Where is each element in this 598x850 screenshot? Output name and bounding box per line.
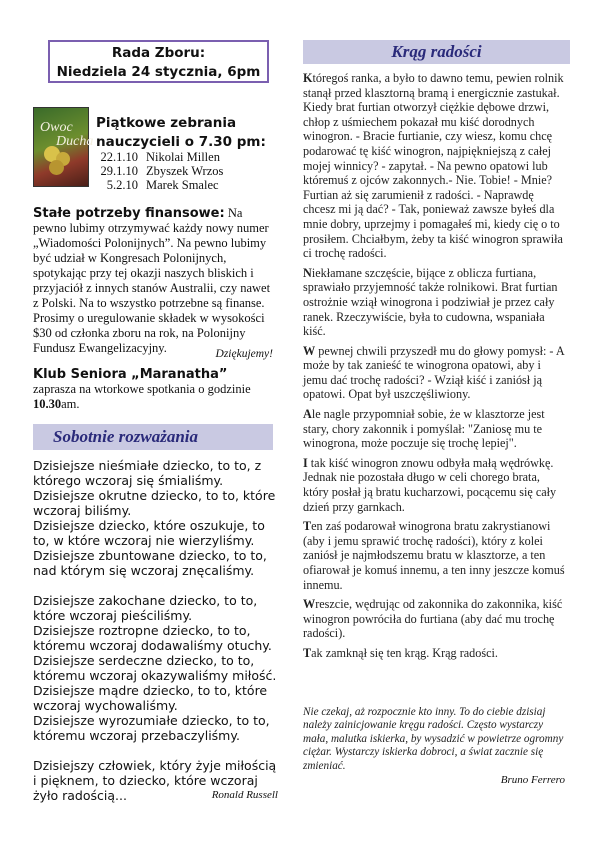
schedule-name: Nikolai Millen xyxy=(146,150,220,164)
story-text: ak zamknął się ten krąg. Krąg radości. xyxy=(311,645,498,660)
story-lead-letter: I xyxy=(303,455,308,470)
schedule-row xyxy=(96,150,223,164)
poem-line: Dzisiejsze zbuntowane dziecko, to to, nad którym się wczoraj znęcaliśmy. xyxy=(33,548,267,578)
poem-line: Dzisiejsze dziecko, które oszukuje, to to, w które wczoraj nie wierzyliśmy. xyxy=(33,518,265,548)
poem-closing-text: Dzisiejszy człowiek, który żyje miłością i pięknem, to dziecko, które wczoraj żyło radością... xyxy=(33,758,277,803)
rada-line2: Niedziela 24 stycznia, 6pm xyxy=(56,64,261,80)
piatkowe-title xyxy=(96,114,276,152)
grape-shape xyxy=(49,160,64,175)
poem-line: Dzisiejsze roztropne dziecko, to to, któremu wczoraj dodawaliśmy otuchy. xyxy=(33,623,272,653)
story-text: iekłamane szczęście, bijące z oblicza furtiana, sprawiało przyjemność także rolnikowi. Brat furtian ostrożnie wziął winogrona i podziwiał je przez cały ranek. Rzeczywiście, była to cudowna, wspaniała kiść. xyxy=(303,265,558,339)
poem-author: Ronald Russell xyxy=(211,789,278,801)
club-heading: Klub Seniora „Maranatha” xyxy=(33,367,228,382)
story-text: le nagle przypomniał sobie, że w klasztorze jest stary, chory zakonnik i pomyślał: "Zaniosę mu te winogrona, może poczuje się trochę lepiej". xyxy=(303,407,545,451)
story-paragraph xyxy=(303,407,568,451)
schedule-date: 5.2.10 xyxy=(106,178,138,192)
story-text: tak kiść winogron znowu odbyła małą wędrówkę. Jednak nie pozostała długo w celi chorego brata, który posłał ją bratu kucharzowi, pocącemu się cały dzień przy garnkach. xyxy=(303,455,557,514)
story-paragraph xyxy=(303,597,568,641)
poem-line: Dzisiejsze okrutne dziecko, to to, które wczoraj biliśmy. xyxy=(33,488,276,518)
schedule-row xyxy=(96,178,223,192)
senior-club-notice xyxy=(33,367,273,412)
book-title-b: Ducha xyxy=(56,134,94,149)
poem-line: Dzisiejsze nieśmiałe dziecko, to to, z którego wczoraj się śmialiśmy. xyxy=(33,458,262,488)
book-title-a: Owoc xyxy=(40,120,73,135)
club-time: 10.30 xyxy=(33,397,62,411)
story-lead-letter: A xyxy=(303,407,312,422)
finances-notice xyxy=(33,206,273,356)
story-lead-letter: K xyxy=(303,71,313,85)
story-text: pewnej chwili przyszedł mu do głowy pomysł: - A może by tak zanieść te winogrona opatowi, aby i jemu dać trochę radości? - Wziął kiść i zaniósł ją opatowi. Opat był uszczęśliwiony. xyxy=(303,343,564,402)
story-paragraph xyxy=(303,266,568,339)
story-paragraph xyxy=(303,646,568,661)
story-paragraph xyxy=(303,344,568,402)
krag-story xyxy=(303,71,568,666)
story-author: Bruno Ferrero xyxy=(500,774,565,786)
closing-quote: Nie czekaj, aż rozpocznie kto inny. To do ciebie dzisiaj należy zainicjowanie kręgu radości. Często wystarczy mała, malutka iskierka, by wysadzić w powietrze ogromny ciężar. Wystarczy iskierka dobroci, a świat zacznie się zmieniać. xyxy=(303,706,564,772)
club-suffix: am. xyxy=(61,397,80,411)
schedule-name: Marek Smalec xyxy=(146,178,219,192)
book-cover-image xyxy=(33,107,94,187)
piatkowe-title-line2: nauczycieli o 7.30 pm: xyxy=(96,134,266,150)
schedule-date: 22.1.10 xyxy=(100,150,138,164)
rada-line1: Rada Zboru: xyxy=(111,45,206,61)
teachers-schedule xyxy=(96,150,223,192)
schedule-name: Zbyszek Wrzos xyxy=(146,164,224,178)
schedule-date: 29.1.10 xyxy=(100,164,138,178)
story-lead-letter: W xyxy=(303,343,316,358)
club-body: zaprasza na wtorkowe spotkania o godzinie xyxy=(33,382,251,396)
schedule-row xyxy=(96,164,223,178)
finances-body: Na pewno lubimy otrzymywać każdy nowy numer „Wiadomości Polonijnych”. Na pewno lubimy być udział w Kongresach Polonijnych, spotykając przy tej okazji naszych bliskich i przyjaciół z innych stanów Australii, czy nawet z Polski. Na to wszystko potrzebne są finanse. Prosimy o uregulowanie składek w wysokości $30 od członka zboru na rok, na Polonijny Fundusz Ewangelizacyjny. xyxy=(33,206,271,355)
poem-line: Dzisiejsze serdeczne dziecko, to to, któremu wczoraj okazywaliśmy miłość. xyxy=(33,653,277,683)
sobotnie-heading: Sobotnie rozważania xyxy=(33,424,273,450)
story-lead-letter: T xyxy=(303,645,312,660)
poem-closing xyxy=(33,758,278,803)
krag-radosci-heading: Krąg radości xyxy=(303,40,570,64)
story-text: reszcie, wędrując od zakonnika do zakonnika, kiść winogron powróciła do furtiana (aby dać mu trochę radości). xyxy=(303,597,563,641)
poem-line: Dzisiejsze zakochane dziecko, to to, które wczoraj pieściliśmy. xyxy=(33,593,258,623)
thanks-text: Dziękujemy! xyxy=(215,348,273,360)
story-lead-letter: W xyxy=(303,597,316,612)
story-paragraph xyxy=(303,456,568,514)
story-paragraph xyxy=(303,519,568,592)
story-paragraph xyxy=(303,71,568,261)
rada-zboru-box xyxy=(48,40,269,83)
story-text: en zaś podarował winogrona bratu zakrystianowi (aby i jemu sprawić trochę radości), który z kolei zaniósł je najmłodszemu bratu w klasztorze, a ten ofiarował je komuś innemu, a ten inny jeszcze komuś innemu. xyxy=(303,519,565,592)
story-lead-letter: N xyxy=(303,265,312,280)
sobotnie-poem xyxy=(33,458,278,803)
story-lead-letter: T xyxy=(303,519,312,534)
poem-line: Dzisiejsze wyrozumiałe dziecko, to to, któremu wczoraj przebaczyliśmy. xyxy=(33,713,270,743)
finances-heading: Stałe potrzeby finansowe: xyxy=(33,206,225,221)
story-text: tóregoś ranka, a było to dawno temu, pewien rolnik stanął przed klasztorną bramą i energicznie zastukał. Kiedy brat furtian otworzył ciężkie dębowe drzwi, chłop z uśmiechem pokazał mu kiść dorodnych winogron. - Bracie furtianie, czy wiesz, komu chcę podarować tę kiść winogron, najpiękniejszą z całej mojej winnicy? - zapytał. - Na pewno opatowi lub któremuś z ojców zakonnych.- Nie. Tobie! - Mnie? Furtian aż się zarumienił z radości. - Naprawdę chcesz mi ją dać? - Tak, ponieważ zawsze byłeś dla mnie dobry, uprzejmy i pomagałeś mi, kiedy cię o to prosiłem. Chciałbym, żeby ta kiść winogron sprawiła ci trochę radości. xyxy=(303,71,564,261)
piatkowe-title-line1: Piątkowe zebrania xyxy=(96,115,237,131)
poem-line: Dzisiejsze mądre dziecko, to to, które wczoraj wychowaliśmy. xyxy=(33,683,268,713)
